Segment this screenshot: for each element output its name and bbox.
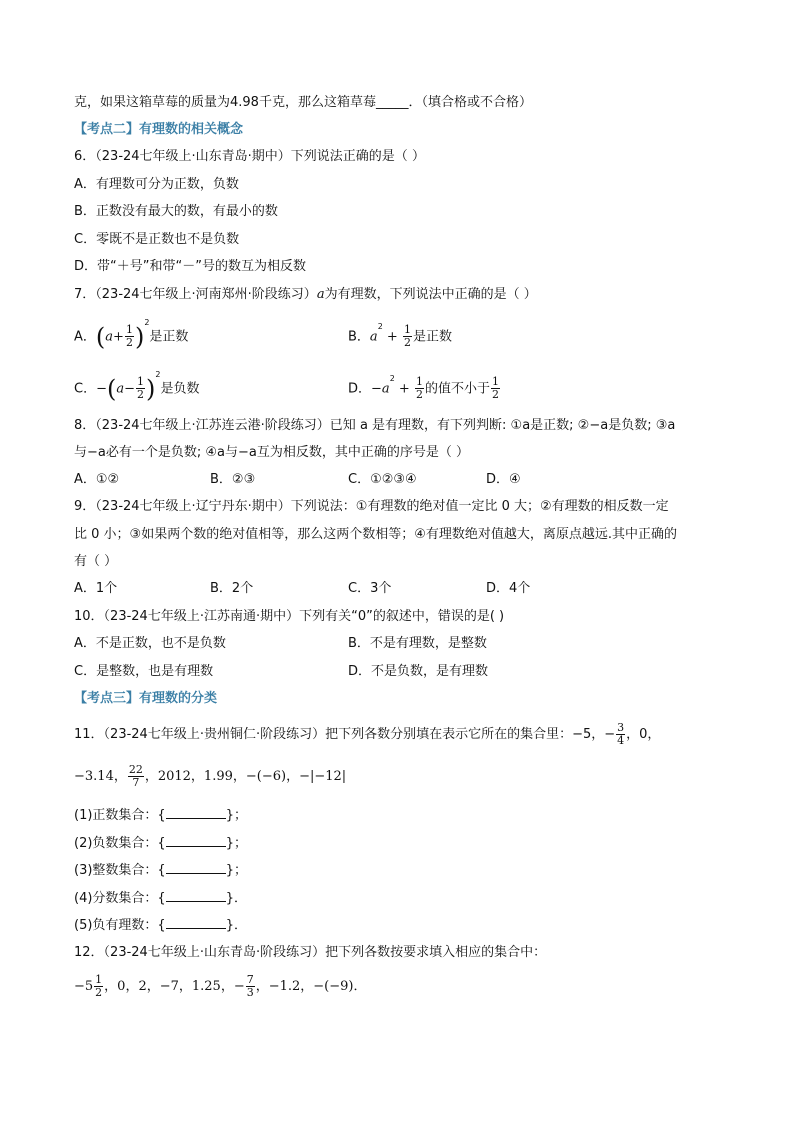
q11-set-integer: (3)整数集合：{ }； — [74, 863, 247, 878]
section-heading-3: 【考点三】有理数的分类 — [74, 691, 218, 706]
q9-stem-line1: 9．（23-24七年级上·辽宁丹东·期中）下列说法：①有理数的绝对值一定比 0 大；②有理数的相反数一定 — [74, 499, 669, 514]
intro-line: 克，如果这箱草莓的质量为4.98千克，那么这箱草莓_____．（填合格或不合格） — [74, 95, 532, 110]
q12-numbers: −5 $\frac{1}{2}$ ，0，2，−7，1.25，− $\frac{7}{3}$ ，−1.2，−(−9)． — [74, 973, 367, 999]
q11-set-negative-rational: (5)负有理数：{ }． — [74, 918, 247, 933]
q9-option-b: B．2个 — [210, 581, 254, 596]
section-heading-2: 【考点二】有理数的相关概念 — [74, 122, 244, 137]
q8-option-c: C．①②③④ — [348, 472, 417, 487]
q8-option-d: D．④ — [486, 472, 521, 487]
q8-stem-line2: 与−a必有一个是负数; ④a与−a互为相反数，其中正确的序号是（ ） — [74, 445, 469, 460]
q7-option-b: B．$a^2$ + $\frac{1}{2}$ 是正数 — [348, 322, 452, 350]
q9-option-c: C．3个 — [348, 581, 392, 596]
q6-option-a: A．有理数可分为正数，负数 — [74, 177, 239, 192]
q8-option-b: B．②③ — [210, 472, 256, 487]
q7-option-a: A．(a+ $\frac{1}{2}$ )$^2$是正数 — [74, 318, 189, 351]
q11-set-positive: (1)正数集合：{ }； — [74, 808, 247, 823]
q7-option-d: D．$-a^2$ + $\frac{1}{2}$ 的值不小于 $\frac{1}{2}$ — [348, 374, 499, 402]
q8-stem-line1: 8．（23-24七年级上·江苏连云港·阶段练习）已知 a 是有理数，有下列判断: ①a是正数; ②−a是负数; ③a — [74, 418, 676, 433]
q11-stem: 11．（23-24七年级上·贵州铜仁·阶段练习）把下列各数分别填在表示它所在的集合里：−5，− $\frac{3}{4}$ ，0， — [74, 721, 661, 747]
q12-stem: 12．（23-24七年级上·山东青岛·阶段练习）把下列各数按要求填入相应的集合中： — [74, 945, 547, 960]
q10-option-b: B．不是有理数，是整数 — [348, 636, 487, 651]
q6-option-b: B．正数没有最大的数，有最小的数 — [74, 204, 278, 219]
q6-option-d: D．带“＋号”和带“－”号的数互为相反数 — [74, 259, 306, 274]
q6-stem: 6．（23-24七年级上·山东青岛·期中）下列说法正确的是（ ） — [74, 149, 425, 164]
q6-option-c: C．零既不是正数也不是负数 — [74, 232, 240, 247]
q10-stem: 10．（23-24七年级上·江苏南通·期中）下列有关“0”的叙述中，错误的是( ) — [74, 609, 505, 624]
q9-option-a: A．1个 — [74, 581, 118, 596]
q7-option-c: C．−(a− $\frac{1}{2}$ )$^2$是负数 — [74, 370, 200, 403]
q10-option-d: D．不是负数，是有理数 — [348, 664, 489, 679]
q9-option-d: D．4个 — [486, 581, 531, 596]
q10-option-a: A．不是正数，也不是负数 — [74, 636, 226, 651]
q11-set-fraction: (4)分数集合：{ }． — [74, 891, 247, 906]
q7-stem: 7．（23-24七年级上·河南郑州·阶段练习）a为有理数，下列说法中正确的是（ ） — [74, 287, 537, 302]
q11-numbers: −3.14， $\frac{22}{7}$ ，2012，1.99，−(−6)，−|−12| — [74, 763, 347, 789]
q8-option-a: A．①② — [74, 472, 120, 487]
q9-stem-line2: 比 0 小；③如果两个数的绝对值相等，那么这两个数相等；④有理数绝对值越大，离原点越远.其中正确的 — [74, 527, 677, 542]
q11-set-negative: (2)负数集合：{ }； — [74, 836, 247, 851]
q10-option-c: C．是整数，也是有理数 — [74, 664, 214, 679]
q9-stem-line3: 有（ ） — [74, 554, 118, 569]
